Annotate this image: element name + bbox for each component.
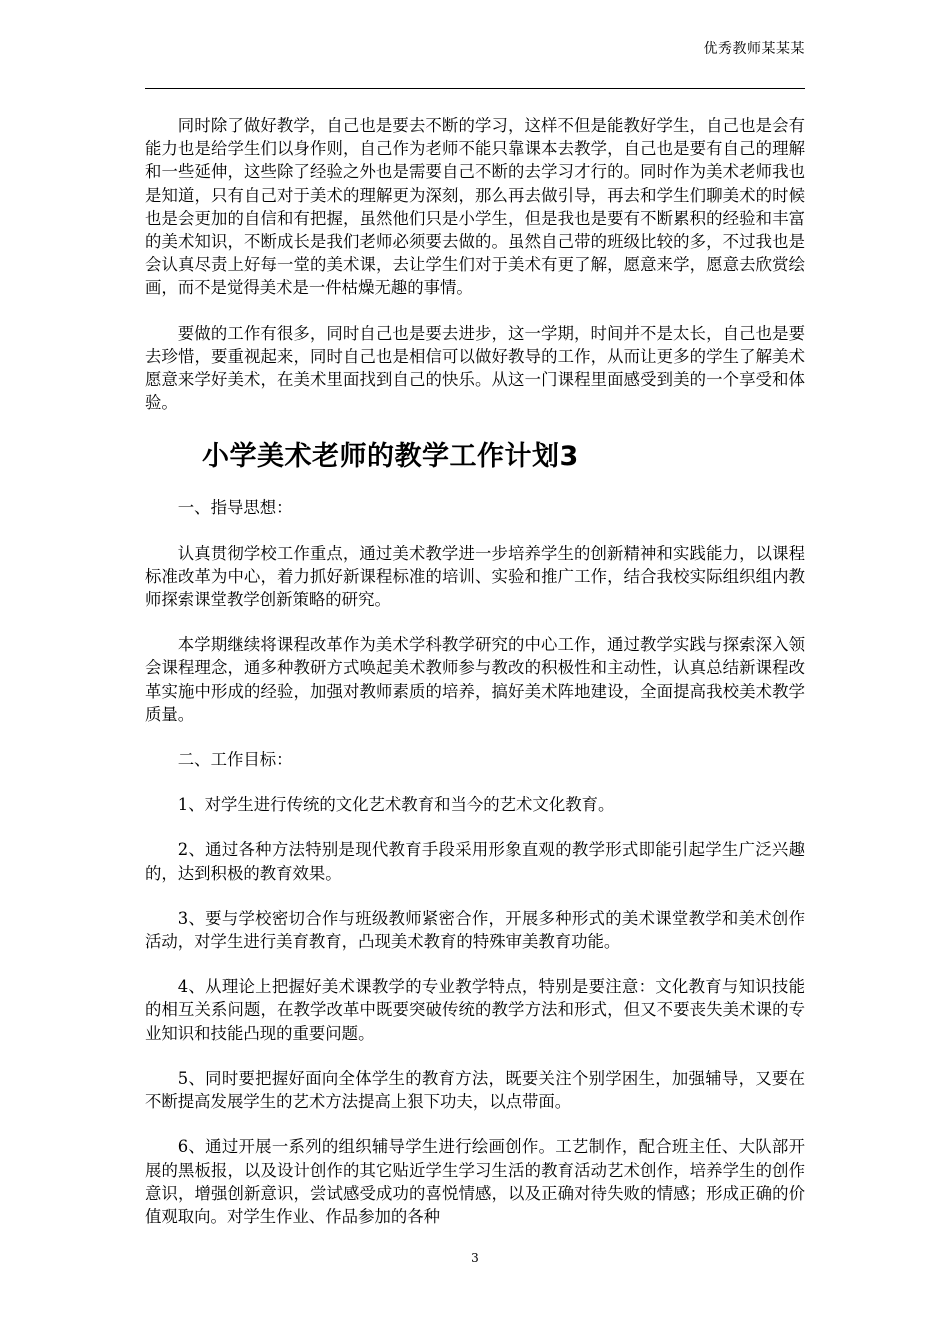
subheading-work-goals: 二、工作目标： — [177, 750, 293, 770]
goal-item-6: 6、通过开展一系列的组织辅导学生进行绘画创作。工艺制作，配合班主任、大队部开展的黑板报，以及设计创作的其它贴近学生学习生活的教育活动艺术创作，培养学生的创作意识，增强创新意识，尝试感受成功的喜悦情感，以及正确对待失败的情感；形成正确的价值观取向。对学生作业、作品参加的各种 — [145, 1137, 805, 1226]
section-heading: 小学美术老师的教学工作计划3 — [202, 441, 579, 473]
page-header — [145, 38, 805, 89]
document-body — [145, 114, 805, 1250]
paragraph-guiding-1: 认真贯彻学校工作重点，通过美术教学进一步培养学生的创新精神和实践能力，以课程标准改革为中心，着力抓好新课程标准的培训、实验和推广工作，结合我校实际组织组内教师探索课堂教学创新策略的研究。 — [145, 543, 805, 610]
goal-item-3: 3、要与学校密切合作与班级教师紧密合作，开展多种形式的美术课堂教学和美术创作活动，对学生进行美育教育，凸现美术教育的特殊审美教育功能。 — [145, 908, 805, 952]
goal-item-4: 4、从理论上把握好美术课教学的专业教学特点，特别是要注意：文化教育与知识技能的相互关系问题，在教学改革中既要突破传统的教学方法和形式，但又不要丧失美术课的专业知识和技能凸现的重要问题。 — [145, 977, 805, 1043]
subheading-guiding-ideology: 一、指导思想： — [177, 498, 293, 518]
paragraph-continuation-1: 同时除了做好教学，自己也是要去不断的学习，这样不但是能教好学生，自己也是会有能力也是给学生们以身作则，自己作为老师不能只靠课本去教学，自己也是要有自己的理解和一些延伸，这些除了经验之外也是需要自己不断的去学习才行的。同时作为美术老师我也是知道，只有自己对于美术的理解更为深刻，那么再去做引导，再去和学生们聊美术的时候也是会更加的自信和有把握，虽然他们只是小学生，但是我也是要有不断累积的经验和丰富的美术知识，不断成长是我们老师必须要去做的。虽然自己带的班级比较的多，不过我也是会认真尽责上好每一堂的美术课，去让学生们对于美术有更了解，愿意来学，愿意去欣赏绘画，而不是觉得美术是一件枯燥无趣的事情。 — [145, 116, 805, 298]
goal-item-2: 2、通过各种方法特别是现代教育手段采用形象直观的教学形式即能引起学生广泛兴趣的，达到积极的教育效果。 — [145, 840, 805, 883]
goal-item-5: 5、同时要把握好面向全体学生的教育方法，既要关注个别学困生，加强辅导，又要在不断提高发展学生的艺术方法提高上狠下功夫，以点带面。 — [145, 1068, 805, 1112]
paragraph-guiding-2: 本学期继续将课程改革作为美术学科教学研究的中心工作，通过教学实践与探索深入领会课程理念，通多种教研方式唤起美术教师参与教改的积极性和主动性，认真总结新课程改革实施中形成的经验，加强对教师素质的培养，搞好美术阵地建设，全面提高我校美术教学质量。 — [145, 635, 805, 724]
paragraph-continuation-2: 要做的工作有很多，同时自己也是要去进步，这一学期，时间并不是太长，自己也是要去珍惜，要重视起来，同时自己也是相信可以做好教导的工作，从而让更多的学生了解美术愿意来学好美术，在美术里面找到自己的快乐。从这一门课程里面感受到美的一个享受和体验。 — [145, 323, 805, 413]
page-number: 3 — [471, 1251, 479, 1265]
goal-item-1: 1、对学生进行传统的文化艺术教育和当今的艺术文化教育。 — [177, 795, 615, 815]
header-author: 优秀教师某某某 — [703, 41, 805, 57]
